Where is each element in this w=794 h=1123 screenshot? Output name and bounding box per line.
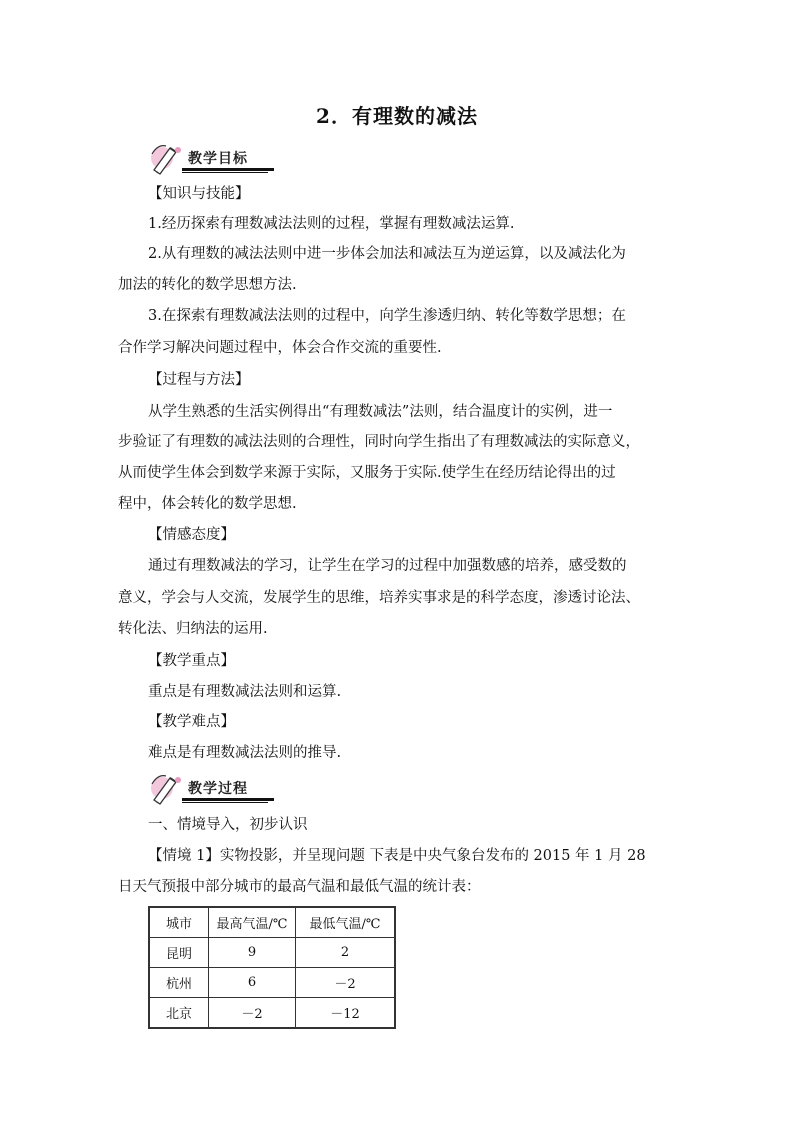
emotion-text: 意义，学会与人交流，发展学生的思维，培养实事求是的科学态度，渗透讨论法、 [118,590,640,606]
goal-text: 2.从有理数的减法法则中进一步体会加法和减法互为逆运算，以及减法化为 [148,246,626,262]
divider [182,168,274,171]
table-cell: 昆明 [149,938,209,968]
table-cell: －2 [296,968,396,998]
table-cell: 6 [209,968,296,998]
process-heading: 【过程与方法】 [148,372,250,388]
section-label: 教学过程 [188,781,248,797]
column-header: 城市 [149,907,209,938]
difficulty-heading: 【教学难点】 [148,714,235,730]
table-cell: 2 [296,938,396,968]
divider [182,798,274,801]
process-text: 从而使学生体会到数学来源于实际，又服务于实际.使学生在经历结论得出的过 [118,465,616,481]
divider [182,172,268,173]
goal-text: 合作学习解决问题过程中，体会合作交流的重要性. [118,340,442,356]
table-row [149,938,395,968]
section-label: 教学目标 [188,151,248,167]
goal-text: 3.在探索有理数减法法则的过程中，向学生渗透归纳、转化等数学思想；在 [148,308,626,324]
page-title: 2．有理数的减法 [316,104,478,128]
difficulty-text: 难点是有理数减法法则的推导. [148,745,342,761]
process-text: 从学生熟悉的生活实例得出“有理数减法”法则，结合温度计的实例，进一 [148,404,613,420]
table-cell: －2 [209,998,296,1029]
knowledge-heading: 【知识与技能】 [148,186,250,202]
emotion-text: 通过有理数减法的学习，让学生在学习的过程中加强数感的培养，感受数的 [148,558,627,574]
process-text: 步验证了有理数的减法法则的合理性，同时向学生指出了有理数减法的实际意义， [118,434,640,450]
scenario-text: 日天气预报中部分城市的最高气温和最低气温的统计表： [118,879,481,895]
temperature-table [148,906,396,1029]
column-header: 最高气温/℃ [209,907,296,938]
table-cell: －12 [296,998,396,1029]
table-row [149,968,395,998]
divider [182,802,268,803]
goal-text: 加法的转化的数学思想方法. [118,277,297,293]
table-cell: 杭州 [149,968,209,998]
focus-heading: 【教学重点】 [148,653,235,669]
scenario-text: 【情境 1】实物投影，并呈现问题 下表是中央气象台发布的 2015 年 1 月 28 [148,848,646,864]
section-header-teaching-process [148,772,276,806]
emotion-heading: 【情感态度】 [148,527,235,543]
table-row [149,998,395,1029]
table-cell: 9 [209,938,296,968]
section-header-teaching-goals [148,142,276,176]
process-text: 程中，体会转化的数学思想. [118,496,297,512]
table-header-row [149,907,395,938]
goal-text: 1.经历探索有理数减法法则的过程，掌握有理数减法运算. [148,216,515,232]
focus-text: 重点是有理数减法法则和运算. [148,684,342,700]
table-cell: 北京 [149,998,209,1029]
emotion-text: 转化法、归纳法的运用. [118,621,268,637]
column-header: 最低气温/℃ [296,907,396,938]
step-heading: 一、情境导入，初步认识 [148,817,308,833]
